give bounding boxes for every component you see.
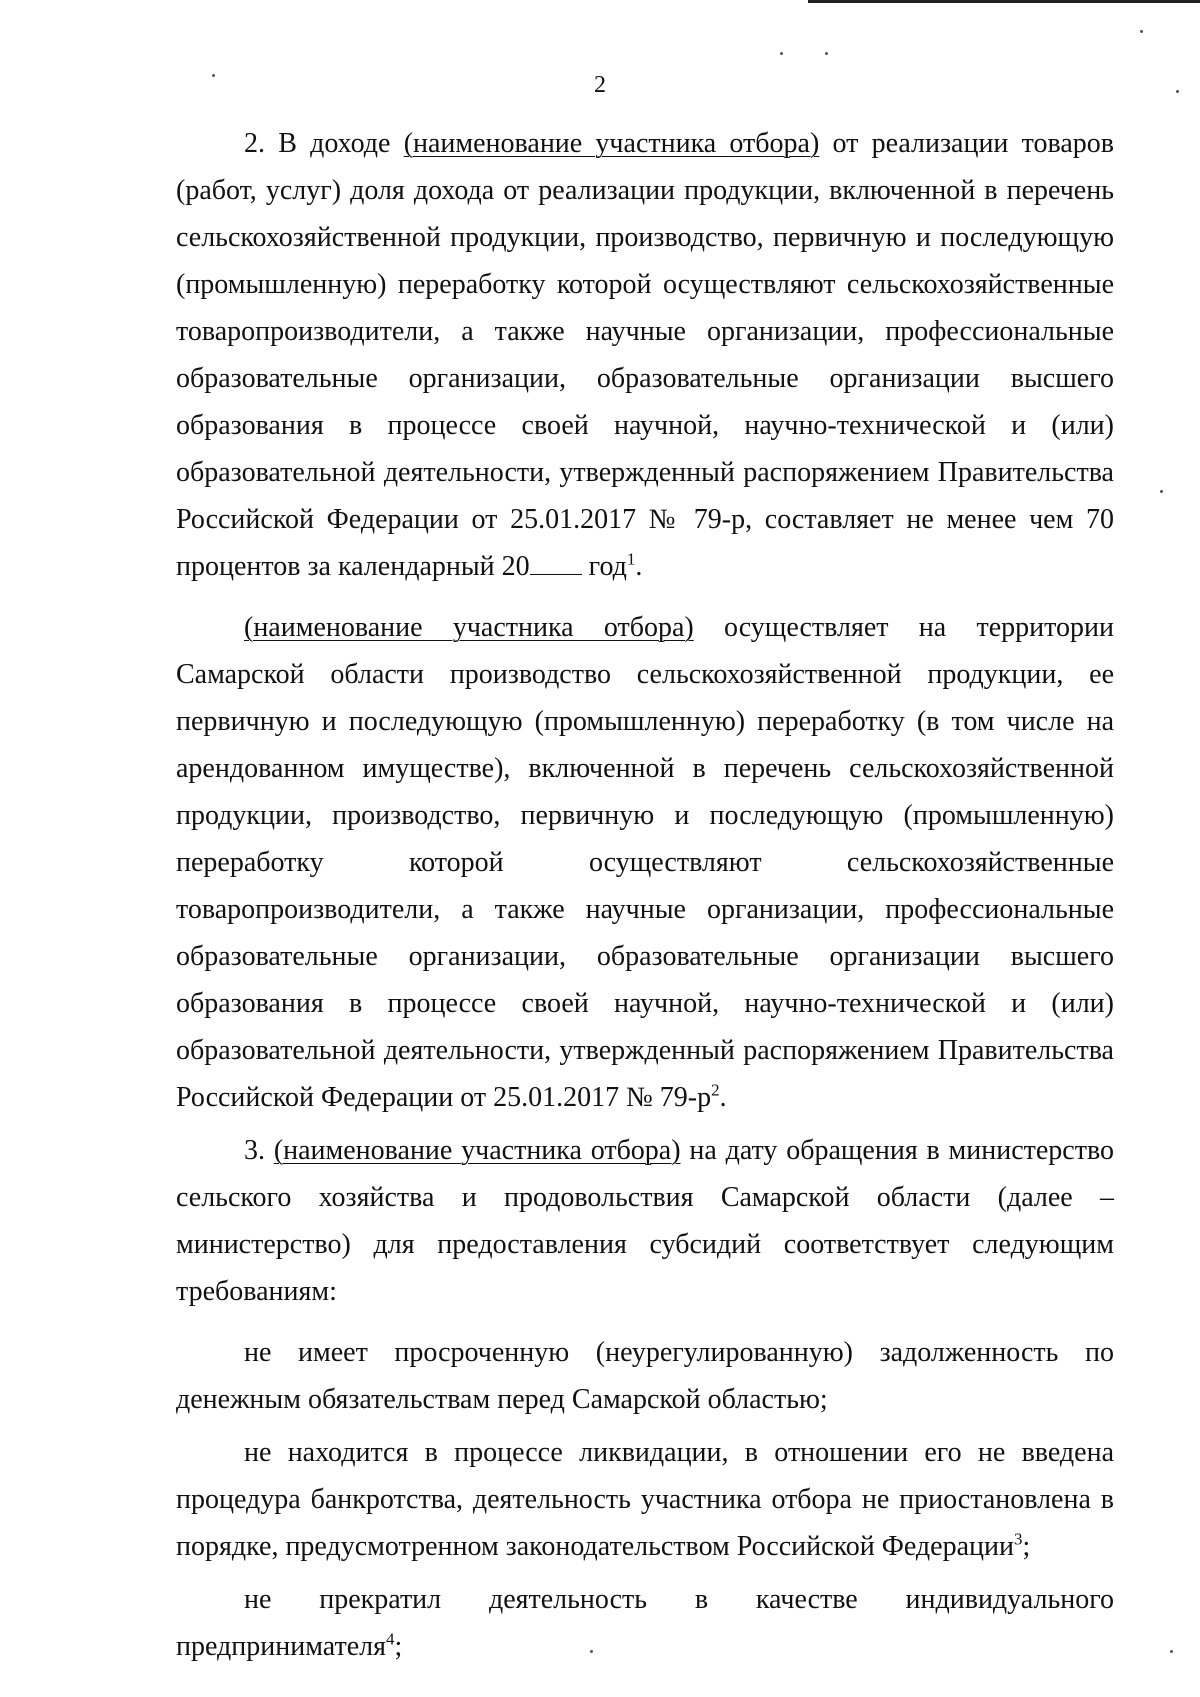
footnote-marker: 1 <box>626 549 636 569</box>
top-border-line <box>808 0 1200 3</box>
paragraph-3-requirements <box>176 1127 1114 1315</box>
scan-speck <box>1170 1650 1173 1653</box>
footnote-marker: 4 <box>385 1629 395 1649</box>
paragraph-end: . <box>719 1082 727 1113</box>
paragraph-production-territory <box>176 604 1114 1121</box>
scan-speck <box>212 74 215 77</box>
scan-speck <box>780 52 783 55</box>
paragraph-text: не имеет просроченную (неурегулированную) задолженность по денежным обязательствам перед Самарской областью; <box>176 1337 1114 1415</box>
scan-speck <box>1160 490 1163 493</box>
requirement-active-entrepreneur <box>176 1576 1114 1670</box>
paragraph-text: не прекратил деятельность в качестве индивидуального предпринимателя <box>176 1584 1114 1662</box>
paragraph-end: . <box>635 551 643 582</box>
scan-speck <box>1176 90 1179 93</box>
paragraph-2-income-share <box>176 120 1114 590</box>
paragraph-text: на дату обращения в министерство сельского хозяйства и продовольствия Самарской области (далее – министерство) для предоставления субсидий соответствует следующим требованиям: <box>176 1135 1114 1307</box>
participant-name-placeholder: (наименование участника отбора) <box>403 128 820 159</box>
footnote-marker: 2 <box>711 1080 720 1100</box>
scan-speck <box>1140 30 1143 33</box>
footnote-marker: 3 <box>1013 1529 1023 1549</box>
paragraph-text-after-blank: год <box>581 551 627 582</box>
paragraph-end: ; <box>394 1631 403 1662</box>
requirement-no-debt <box>176 1329 1114 1423</box>
paragraph-text: не находится в процессе ликвидации, в отношении его не введена процедура банкротства, деятельность участника отбора не приостановлена в порядке, предусмотренном законодательством Российской Федерации <box>176 1437 1114 1562</box>
paragraph-lead: 2. В доходе <box>244 128 404 159</box>
scan-speck <box>825 52 828 55</box>
page-number: 2 <box>594 72 606 98</box>
participant-name-placeholder: (наименование участника отбора) <box>244 612 694 643</box>
paragraph-lead: 3. <box>244 1135 274 1166</box>
requirement-no-liquidation <box>176 1429 1114 1570</box>
year-blank-field <box>530 552 582 575</box>
paragraph-text: от реализации товаров (работ, услуг) доля дохода от реализации продукции, включенной в перечень сельскохозяйственной продукции, производство, первичную и последующую (промышленную) переработку которой осуществляют сельскохозяйственные товаропроизводители, а также научные организации, профессиональные образовательные организации, образовательные организации высшего образования в процессе своей научной, научно-технической и (или) образовательной деятельности, утвержденный распоряжением Правительства Российской Федерации от 25.01.2017 № 79-р, составляет не менее чем 70 процентов за календарный 20 <box>176 128 1114 582</box>
scan-speck <box>590 1650 593 1653</box>
participant-name-placeholder: (наименование участника отбора) <box>273 1135 681 1166</box>
document-body <box>176 120 1114 1670</box>
paragraph-text: осуществляет на территории Самарской области производство сельскохозяйственной продукции, ее первичную и последующую (промышленную) переработку (в том числе на арендованном имуществе), включенной в перечень сельскохозяйственной продукции, производство, первичную и последующую (промышленную) переработку которой осуществляют сельскохозяйственные товаропроизводители, а также научные организации, профессиональные образовательные организации, образовательные организации высшего образования в процессе своей научной, научно-технической и (или) образовательной деятельности, утвержденный распоряжением Правительства Российской Федерации от 25.01.2017 № 79-р <box>176 612 1114 1113</box>
paragraph-end: ; <box>1022 1531 1031 1562</box>
